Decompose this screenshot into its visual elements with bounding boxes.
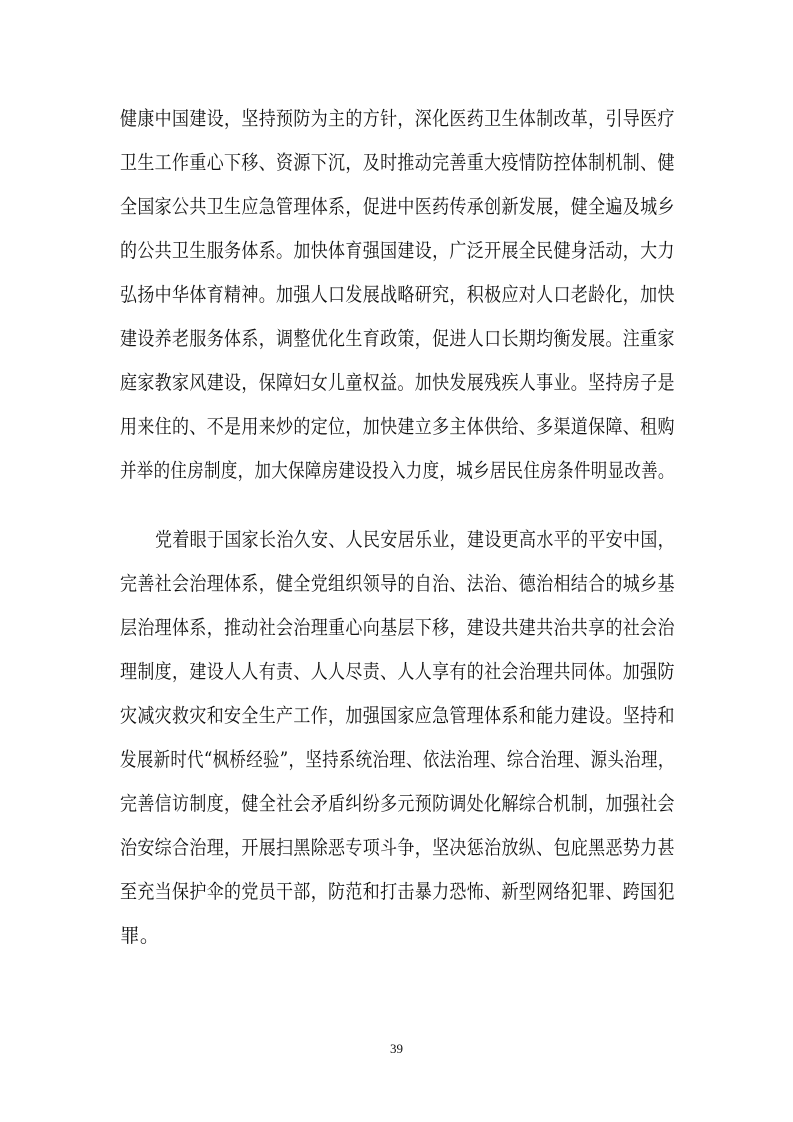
paragraph-line: 理制度，建设人人有责、人人尽责、人人享有的社会治理共同体。加强防 [120,660,675,683]
paragraph-line: 用来住的、不是用来炒的定位，加快建立多主体供给、多渠道保障、租购 [120,415,675,438]
paragraph-line: 卫生工作重心下移、资源下沉，及时推动完善重大疫情防控体制机制、健 [120,151,675,174]
paragraph-line: 庭家教家风建设，保障妇女儿童权益。加快发展残疾人事业。坚持房子是 [120,371,675,394]
paragraph-line: 党着眼于国家长治久安、人民安居乐业，建设更高水平的平安中国， [155,528,676,551]
paragraph-line: 完善信访制度，健全社会矛盾纠纷多元预防调处化解综合机制，加强社会 [120,792,675,815]
paragraph-line: 并举的住房制度，加大保障房建设投入力度，城乡居民住房条件明显改善。 [120,459,675,482]
paragraph-line: 治安综合治理，开展扫黑除恶专项斗争，坚决惩治放纵、包庇黑恶势力甚 [120,836,675,859]
paragraph-line: 建设养老服务体系，调整优化生育政策，促进人口长期均衡发展。注重家 [120,327,675,350]
paragraph-line: 健康中国建设，坚持预防为主的方针，深化医药卫生体制改革，引导医疗 [120,107,675,130]
paragraph-line: 弘扬中华体育精神。加强人口发展战略研究，积极应对人口老龄化，加快 [120,283,675,306]
paragraph-line: 至充当保护伞的党员干部，防范和打击暴力恐怖、新型网络犯罪、跨国犯 [120,880,675,903]
paragraph-line: 罪。 [120,924,160,947]
paragraph-line: 完善社会治理体系，健全党组织领导的自治、法治、德治相结合的城乡基 [120,572,675,595]
paragraph-line: 的公共卫生服务体系。加快体育强国建设，广泛开展全民健身活动，大力 [120,239,675,262]
page-number: 39 [390,1041,403,1056]
paragraph-line: 灾减灾救灾和安全生产工作，加强国家应急管理体系和能力建设。坚持和 [120,704,675,727]
paragraph-line: 全国家公共卫生应急管理体系，促进中医药传承创新发展，健全遍及城乡 [120,195,675,218]
paragraph-line: 层治理体系，推动社会治理重心向基层下移，建设共建共治共享的社会治 [120,616,675,639]
paragraph-line: 发展新时代“枫桥经验”，坚持系统治理、依法治理、综合治理、源头治理， [120,748,675,771]
